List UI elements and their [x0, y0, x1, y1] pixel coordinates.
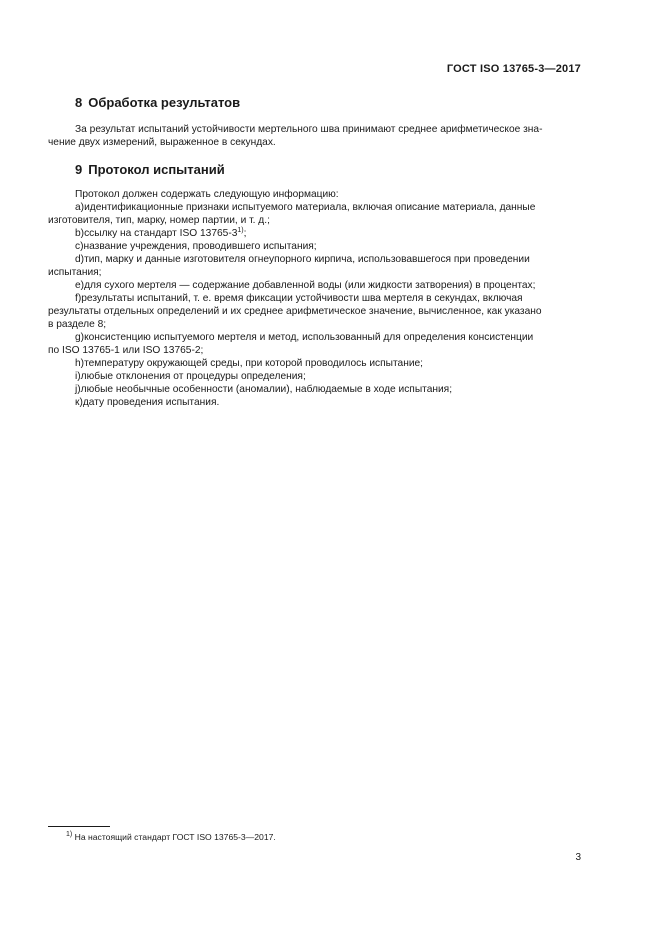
list-item-text: любые отклонения от процедуры определения; [80, 371, 306, 382]
section-9-title-text: Протокол испытаний [88, 162, 225, 177]
list-item [48, 370, 581, 383]
list-item [48, 383, 581, 396]
section-8-line-2: чение двух измерений, выраженное в секундах. [48, 137, 276, 148]
standard-code-header: ГОСТ ISO 13765-3—2017 [446, 63, 581, 75]
list-item-continuation: испытания; [48, 267, 102, 278]
list-item [48, 201, 581, 227]
list-item-marker: i) [75, 371, 81, 382]
section-9-number: 9 [75, 162, 83, 177]
list-item-marker: е) [75, 280, 85, 291]
list-item [48, 396, 581, 409]
section-9-title [75, 162, 581, 178]
list-item-continuation: по ISO 13765-1 или ISO 13765-2; [48, 345, 204, 356]
list-item-marker: с) [75, 241, 84, 252]
section-8 [75, 95, 581, 111]
footnote-reference[interactable]: 1) [237, 227, 244, 234]
list-item [48, 331, 581, 357]
page-number: 3 [575, 852, 581, 863]
list-item [48, 240, 581, 253]
list-item-text: дату проведения испытания. [82, 397, 220, 408]
footnote [66, 832, 276, 843]
list-item-text: для сухого мертеля — содержание добавленной воды (или жидкости затворения) в процентах; [84, 280, 536, 291]
list-item-marker: j) [75, 384, 81, 395]
list-item-text: результаты испытаний, т. е. время фиксации устойчивости шва мертеля в секундах, включая [81, 293, 523, 304]
list-item [48, 357, 581, 370]
list-item-marker: f) [75, 293, 82, 304]
list-item [48, 253, 581, 279]
list-item-text: идентификационные признаки испытуемого материала, включая описание материала, данные [84, 202, 536, 213]
section-8-title-text: Обработка результатов [88, 95, 241, 110]
list-item-continuation: результаты отдельных определений и их среднее арифметическое значение, вычисленное, как указано [48, 306, 542, 317]
section-8-title [75, 95, 581, 111]
section-9-intro: Протокол должен содержать следующую информацию: [75, 189, 339, 200]
footnote-divider [48, 826, 110, 827]
list-item-marker: b) [75, 228, 85, 239]
list-item [48, 227, 581, 240]
list-item [48, 279, 581, 292]
section-8-body [48, 123, 581, 149]
footnote-text: На настоящий стандарт ГОСТ ISO 13765-3—2017. [74, 832, 276, 842]
section-9-body [48, 188, 581, 409]
list-item-marker: h) [75, 358, 85, 369]
section-8-number: 8 [75, 95, 83, 110]
list-item-continuation: изготовителя, тип, марку, номер партии, и т. д.; [48, 215, 270, 226]
list-item-text: тип, марку и данные изготовителя огнеупорного кирпича, использовавшегося при проведении [84, 254, 530, 265]
list-item-marker: g) [75, 332, 85, 343]
list-item-text: любые необычные особенности (аномалии), наблюдаемые в ходе испытания; [80, 384, 453, 395]
section-8-line-1: За результат испытаний устойчивости мертельного шва принимают среднее арифметическое зна- [75, 124, 543, 135]
list-item-text-end: ; [243, 228, 247, 239]
section-9 [75, 162, 581, 178]
list-item-marker: а) [75, 202, 85, 213]
list-item-text: ссылку на стандарт ISO 13765-3 [84, 228, 238, 239]
footnote-marker: 1) [66, 831, 73, 838]
list-item-continuation: в разделе 8; [48, 319, 107, 330]
list-item-marker: к) [75, 397, 83, 408]
list-item [48, 292, 581, 331]
list-item-text: название учреждения, проводившего испытания; [83, 241, 317, 252]
list-item-text: консистенцию испытуемого мертеля и метод, использованный для определения консистенции [84, 332, 534, 343]
list-item-marker: d) [75, 254, 85, 265]
list-item-text: температуру окружающей среды, при которой проводилось испытание; [84, 358, 424, 369]
